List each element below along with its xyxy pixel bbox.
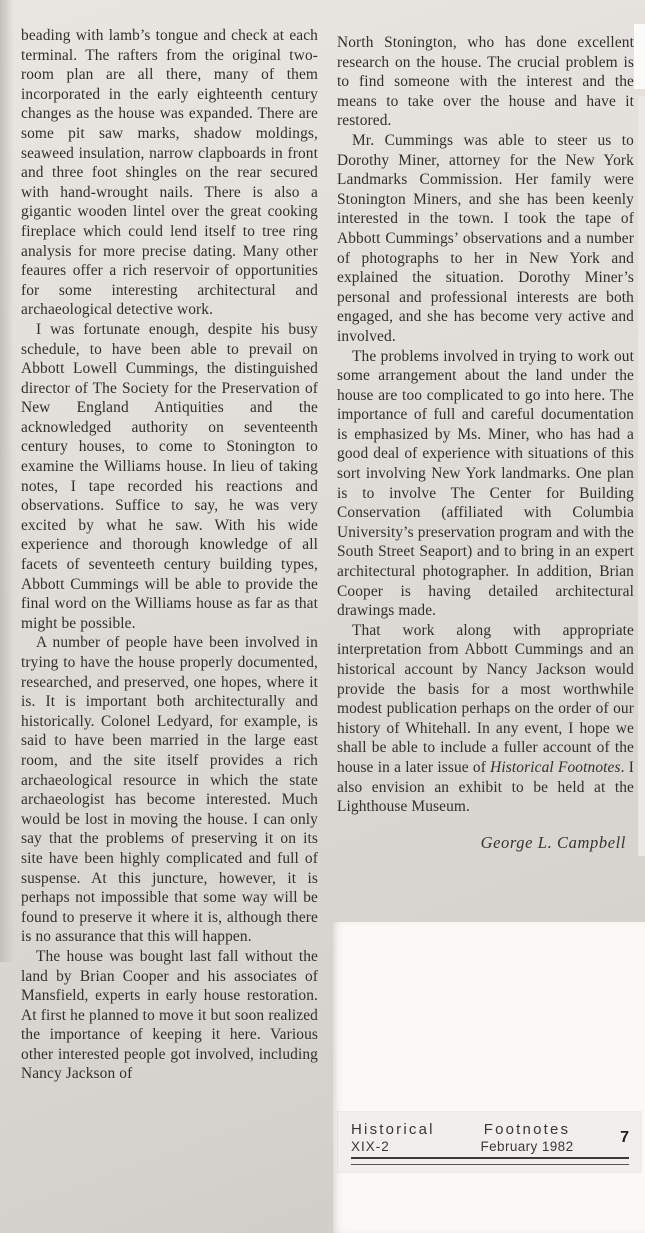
text-run: Mr. Cummings was able to steer us to Dorothy Miner, attorney for the New York Landmarks Commission. Her family were Stonington Miners, and she has been keenly interested in the town. I took the tape of Abbott Cummings’ observations and a number of photographs to her in New York and explained the situation. Dorothy Miner’s personal and professional interests are both engaged, and she has become very active and involved. xyxy=(337,131,634,345)
paragraph xyxy=(21,320,318,634)
scan-edge-strip-side xyxy=(638,96,645,856)
text-run: beading with lamb’s tongue and check at each terminal. The rafters from the original two-room plan are all there, many of them incorporated in the early eighteenth century changes as the house was expanded. There are some pit saw marks, shadow moldings, seaweed insulation, narrow clapboards in front and three foot shingles on the rear secured with hand-wrought nails. There is also a gigantic wooden lintel over the great cooking fireplace which could lend itself to tree ring analysis for more precise dating. Many other feaures offer a rich reservoir of opportunities for some interesting architectural and archaeological detective work. xyxy=(21,27,318,319)
newsletter-title-word1: Historical xyxy=(351,1121,435,1138)
text-run: The problems involved in trying to work out some arrangement about the land under the house are too complicated to go into here. The importance of full and careful documentation is emphasized by Ms. Miner, who has had a good deal of experience with situations of this sort involving New York landmarks. One plan is to involve The Center for Building Conservation (affiliated with Columbia University’s preservation program and with the South Street Seaport) and to bring in an expert architectural photographer. In addition, Brian Cooper is having detailed architectural drawings made. xyxy=(337,347,634,620)
footer-masthead xyxy=(338,1112,641,1172)
page-number: 7 xyxy=(620,1129,629,1146)
text-run: The house was bought last fall without the land by Brian Cooper and his associates of Mansfield, experts in early house restoration. At first he planned to move it but soon realized the importance of keeping it here. Various other interested people got involved, including Nancy Jackson of xyxy=(21,947,318,1083)
paragraph xyxy=(337,347,634,621)
column-left xyxy=(21,26,318,1084)
masthead-center xyxy=(459,1121,595,1154)
paragraph xyxy=(337,621,634,817)
double-rule xyxy=(351,1157,629,1165)
issue-date: February 1982 xyxy=(480,1139,574,1154)
masthead-left xyxy=(351,1121,459,1154)
text-run: A number of people have been involved in trying to have the house properly documented, researched, and preserved, one hopes, where it is. It is important both architecturally and historically. Colonel Ledyard, for example, is said to have been married in the large east room, and the site itself provides a rich archaeological resource in which the state archaeologist has become interested. Much would be lost in moving the house. I can only say that the problems of preserving it on its site have been highly complicated and full of suspense. At this juncture, however, it is perhaps not impossible that some way will be found to preserve it where it is, although there is no assurance that this will happen. xyxy=(21,634,318,946)
publication-title-italic: Historical Footnotes xyxy=(490,758,621,776)
paragraph xyxy=(21,26,318,320)
page-edge-shadow xyxy=(0,0,14,962)
author-signature: George L. Campbell xyxy=(480,832,626,852)
text-run: I was fortunate enough, despite his busy schedule, to have been able to prevail on Abbott Lowell Cummings, the distinguished director of The Society for the Preservation of New England Antiquities and the acknowledged authority on seventeenth century houses, to come to Stonington to examine the Williams house. In lieu of taking notes, I tape recorded his reactions and observations. Suffice to say, he was very excited by what he saw. With his wide experience and thorough knowledge of all facets of seventeeth century building types, Abbott Cummings will be able to provide the final word on the Williams house as far as that might be possible. xyxy=(21,320,318,632)
issue-number: XIX-2 xyxy=(351,1139,390,1154)
paragraph xyxy=(21,633,318,947)
text-run: North Stonington, who has done excellent research on the house. The crucial problem is to find someone with the interest and the means to take over the house and have it restored. xyxy=(337,34,634,130)
masthead-grid xyxy=(351,1121,629,1154)
paragraph xyxy=(21,947,318,1084)
newsletter-title-word2: Footnotes xyxy=(483,1121,571,1138)
text-run: . I also envision an exhibit to be held at the Lighthouse Museum. xyxy=(337,758,634,816)
paragraph xyxy=(337,131,634,347)
scan-edge-strip-top xyxy=(634,24,645,89)
paragraph xyxy=(337,33,634,131)
white-panel xyxy=(333,922,645,1233)
text-run: That work along with appropriate interpretation from Abbott Cummings and an historical account by Nancy Jackson would provide the basis for a most worthwhile modest publication perhaps on the order of our history of Whitehall. In any event, I hope we shall be able to include a fuller account of the house in a later issue of xyxy=(337,621,634,776)
